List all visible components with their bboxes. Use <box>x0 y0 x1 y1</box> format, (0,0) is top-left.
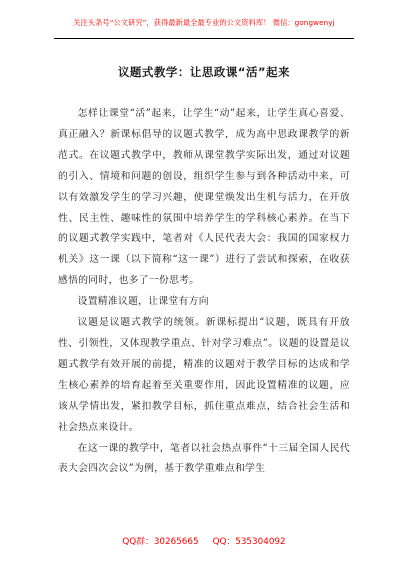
body-paragraph-intro: 怎样让课堂“活”起来，让学生“动”起来，让学生真心喜爱、真正融入？新课标倡导的议题式教学，成为高中思政课教学的新范式。在议题式教学中，教师从课堂教学实际出发，通过对议题的引入、情境和问题的创设，组织学生参与到各种活动中来，可以有效激发学生的学习兴趣，使课堂焕发出生机与活力，在开放性、民主性、趣味性的氛围中培养学生的学科核心素养。在当下的议题式教学实践中，笔者对《人民代表大会：我国的国家权力机关》这一课（以下简称“这一课”）进行了尝试和探索，在收获感悟的同时，也多了一份思考。 <box>58 108 350 287</box>
qq-contact-number: QQ：535304092 <box>212 537 286 547</box>
body-paragraph-example: 在这一课的教学中，笔者以社会热点事件“十三届全国人民代表大会四次会议”为例，基于教学重难点和学生 <box>58 442 350 475</box>
document-body <box>58 104 350 480</box>
body-paragraph-topic: 议题是议题式教学的统领。新课标提出“议题，既具有开放性、引领性，又体现教学重点、针对学习难点”。议题的设置是议题式教学有效开展的前提，精准的议题对于教学目标的达成和学生核心素养的培育起着至关重要作用，因此设置精准的议题，应该从学情出发，紧扣教学目标，抓住重点难点，结合社会生活和社会热点来设计。 <box>58 317 350 433</box>
section-heading: 设置精准议题，让课堂有方向 <box>77 296 209 308</box>
header-divider <box>54 38 354 39</box>
promo-header: 关注头条号“公文研究”，获得最新最全最专业的公文资料库！ 微信：gongwenyj <box>73 18 335 27</box>
promo-footer <box>0 534 408 547</box>
document-title: 议题式教学：让思政课“活”起来 <box>117 65 291 79</box>
qq-group-number: QQ群：30265665 <box>122 537 199 547</box>
